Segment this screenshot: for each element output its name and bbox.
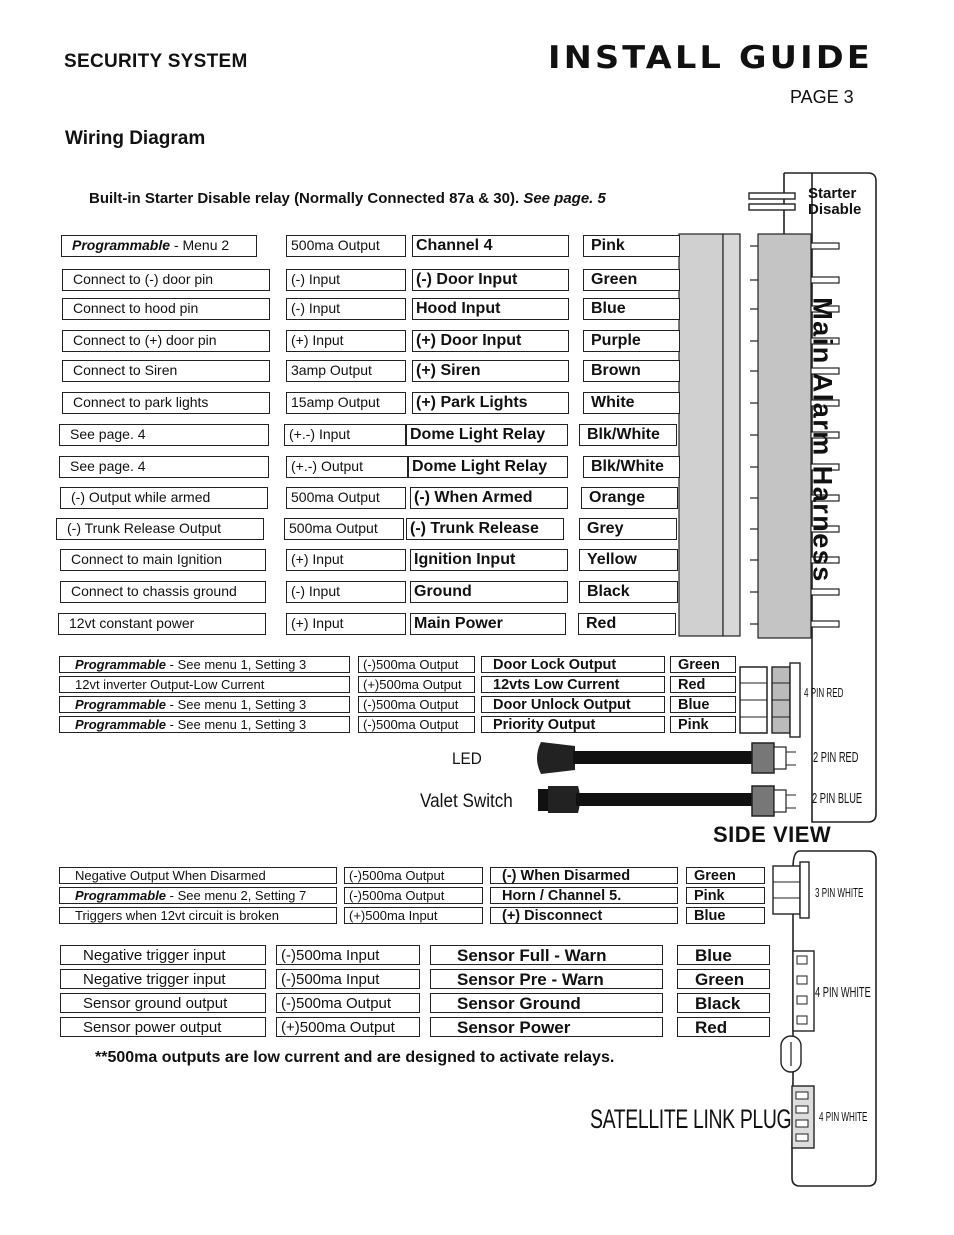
system-title: SECURITY SYSTEM [64,51,248,72]
description-text: - See menu 1, Setting 3 [166,657,307,672]
guide-title: INSTALL GUIDE [548,40,873,76]
main-row-7-color: Blk/White [583,456,680,478]
main-row-1-color: Green [583,269,680,291]
led-wire [573,751,753,764]
sensor-row-2-type: (-)500ma Output [276,993,420,1013]
valet-switch-label: Valet Switch [420,791,513,812]
description-text: Connect to hood pin [73,300,199,316]
four-pin-row-1-function: 12vts Low Current [481,676,665,693]
description-text: Connect to (+) door pin [73,332,217,348]
description-text: 12vt constant power [69,615,195,631]
valet-wire [576,793,753,806]
four-pin-row-3-type: (-)500ma Output [358,716,475,733]
three-pin-row-1-description [59,887,337,904]
main-row-10-type: (+) Input [286,549,406,571]
four-pin-red-label: 4 PIN RED [804,685,844,700]
main-row-3-color: Purple [583,330,680,352]
four-pin-row-3-description [59,716,350,733]
description-text: Connect to Siren [73,362,178,378]
two-pin-blue-label: 2 PIN BLUE [812,790,863,807]
harness-pin-11 [811,589,839,595]
main-row-9-color: Grey [579,518,677,540]
starter-wire-1 [749,193,795,199]
main-row-0-type: 500ma Output [286,235,406,257]
sensor-row-0-color: Blue [677,945,770,965]
main-row-6-color: Blk/White [579,424,677,446]
sensor-row-3-type: (+)500ma Output [276,1017,420,1037]
sensor-row-3-color: Red [677,1017,770,1037]
description-text: Connect to main Ignition [71,551,222,567]
main-row-8-description [60,487,268,509]
wire-bundle [679,234,723,636]
harness-pin-12 [811,621,839,627]
four-pin-row-2-description [59,696,350,713]
main-row-10-color: Yellow [579,549,678,571]
main-row-8-color: Orange [581,487,678,509]
main-row-4-type: 3amp Output [286,360,406,382]
four-pin-row-2-color: Blue [670,696,736,713]
main-row-5-description [62,392,270,414]
main-row-5-type: 15amp Output [286,392,406,414]
main-row-7-description [59,456,269,478]
main-row-6-type: (+.-) Input [284,424,406,446]
three-pin-row-0-description [59,867,337,884]
led-body [537,742,575,774]
description-text: (-) Output while armed [71,489,211,505]
four-pin-row-0-color: Green [670,656,736,673]
main-row-11-description [60,581,266,603]
four-pin-row-1-color: Red [670,676,736,693]
four-pin-white-sensor-label: 4 PIN WHITE [815,984,871,1001]
valet-connector [752,786,774,816]
three-pin-row-2-type: (+)500ma Input [344,907,483,924]
relay-note-ref: See page. 5 [523,190,606,207]
description-text: Negative Output When Disarmed [75,868,266,883]
sensor-row-0-type: (-)500ma Input [276,945,420,965]
three-pin-white-label: 3 PIN WHITE [815,885,864,900]
sensor-row-2-color: Black [677,993,770,1013]
starter-wire-2 [749,204,795,210]
three-pin-row-2-function: (+) Disconnect [490,907,678,924]
programmable-label: Programmable [75,697,167,712]
sensor-row-2-description: Sensor ground output [60,993,266,1013]
main-row-4-function: (+) Siren [412,360,569,382]
main-row-9-type: 500ma Output [284,518,404,540]
four-pin-row-0-type: (-)500ma Output [358,656,475,673]
three-pin-row-2-description [59,907,337,924]
main-row-12-description [58,613,266,635]
section-title: Wiring Diagram [65,128,206,149]
main-connector [758,234,811,638]
description-text: See page. 4 [70,458,146,474]
description-text: 12vt inverter Output-Low Current [75,677,265,692]
side-view-title: SIDE VIEW [713,822,832,847]
valet-switch-body [548,786,580,813]
three-pin-row-2-color: Blue [686,907,765,924]
description-text: (-) Trunk Release Output [67,520,222,536]
programmable-label: Programmable [72,237,171,253]
main-row-5-function: (+) Park Lights [412,392,569,414]
description-text: Triggers when 12vt circuit is broken [75,908,279,923]
main-row-4-description [62,360,270,382]
main-row-6-function: Dome Light Relay [406,424,568,446]
connector-ticks [750,246,758,624]
three-pin-row-1-function: Horn / Channel 5. [490,887,678,904]
main-row-1-description [62,269,270,291]
main-row-12-function: Main Power [410,613,566,635]
main-row-7-type: (+.-) Output [286,456,408,478]
led-connector [752,743,774,773]
sensor-row-3-description: Sensor power output [60,1017,266,1037]
main-row-12-color: Red [578,613,676,635]
wire-bundle-edge [723,234,740,636]
sensor-row-0-description: Negative trigger input [60,945,266,965]
four-pin-row-1-type: (+)500ma Output [358,676,475,693]
main-row-0-color: Pink [583,235,680,257]
main-row-5-color: White [583,392,680,414]
description-text: Connect to chassis ground [71,583,237,599]
sensor-row-0-function: Sensor Full - Warn [430,945,663,965]
main-row-3-type: (+) Input [286,330,406,352]
main-row-8-type: 500ma Output [286,487,406,509]
sensor-row-1-color: Green [677,969,770,989]
harness-title-text: Main Alarm Harness [807,297,838,583]
main-row-8-function: (-) When Armed [410,487,568,509]
main-row-12-type: (+) Input [286,613,406,635]
main-row-1-type: (-) Input [286,269,406,291]
four-pin-white-satellite-label: 4 PIN WHITE [819,1109,868,1124]
three-pin-row-0-type: (-)500ma Output [344,867,483,884]
four-pin-row-2-function: Door Unlock Output [481,696,665,713]
main-row-2-description [62,298,270,320]
main-row-4-color: Brown [583,360,680,382]
main-row-2-color: Blue [583,298,680,320]
programmable-label: Programmable [75,888,167,903]
sensor-row-3-function: Sensor Power [430,1017,663,1037]
description-text: Connect to park lights [73,394,209,410]
relay-note-text: Built-in Starter Disable relay (Normally Connected 87a & 30). [89,190,520,207]
page-number: PAGE 3 [790,87,854,107]
three-pin-row-0-color: Green [686,867,765,884]
four-pin-row-3-color: Pink [670,716,736,733]
main-row-11-color: Black [579,581,678,603]
three-pin-row-0-function: (-) When Disarmed [490,867,678,884]
satellite-link-label: SATELLITE LINK PLUG [590,1104,792,1134]
main-row-11-type: (-) Input [286,581,406,603]
description-text: Connect to (-) door pin [73,271,214,287]
description-text: - Menu 2 [170,237,230,253]
description-text: - See menu 2, Setting 7 [166,888,307,903]
main-row-1-function: (-) Door Input [412,269,569,291]
harness-pin-1 [811,277,839,283]
main-row-0-description [61,235,257,257]
valet-switch-button [538,789,548,811]
four-pin-row-3-function: Priority Output [481,716,665,733]
led-label: LED [452,749,482,768]
main-row-3-description [62,330,270,352]
three-pin-row-1-color: Pink [686,887,765,904]
programmable-label: Programmable [75,657,167,672]
main-row-11-function: Ground [410,581,568,603]
sensor-row-1-function: Sensor Pre - Warn [430,969,663,989]
main-row-2-function: Hood Input [412,298,569,320]
main-row-0-function: Channel 4 [412,235,569,257]
main-row-9-function: (-) Trunk Release [406,518,564,540]
three-pin-white-plug [773,866,800,914]
programmable-label: Programmable [75,717,167,732]
main-row-6-description [59,424,269,446]
two-pin-red-label: 2 PIN RED [813,749,859,766]
starter-disable-label: Starter Disable [808,185,862,218]
four-pin-row-0-description [59,656,350,673]
description-text: - See menu 1, Setting 3 [166,717,307,732]
description-text: - See menu 1, Setting 3 [166,697,307,712]
main-row-10-description [60,549,266,571]
main-row-2-type: (-) Input [286,298,406,320]
harness-pin-0 [811,243,839,249]
sensor-row-1-type: (-)500ma Input [276,969,420,989]
four-pin-row-1-description [59,676,350,693]
main-row-10-function: Ignition Input [410,549,568,571]
sensor-row-2-function: Sensor Ground [430,993,663,1013]
description-text: See page. 4 [70,426,146,442]
footnote: **500ma outputs are low current and are designed to activate relays. [95,1049,615,1066]
three-pin-row-1-type: (-)500ma Output [344,887,483,904]
main-row-9-description [56,518,264,540]
main-row-7-function: Dome Light Relay [408,456,568,478]
four-pin-row-2-type: (-)500ma Output [358,696,475,713]
sensor-row-1-description: Negative trigger input [60,969,266,989]
main-row-3-function: (+) Door Input [412,330,569,352]
four-pin-row-0-function: Door Lock Output [481,656,665,673]
